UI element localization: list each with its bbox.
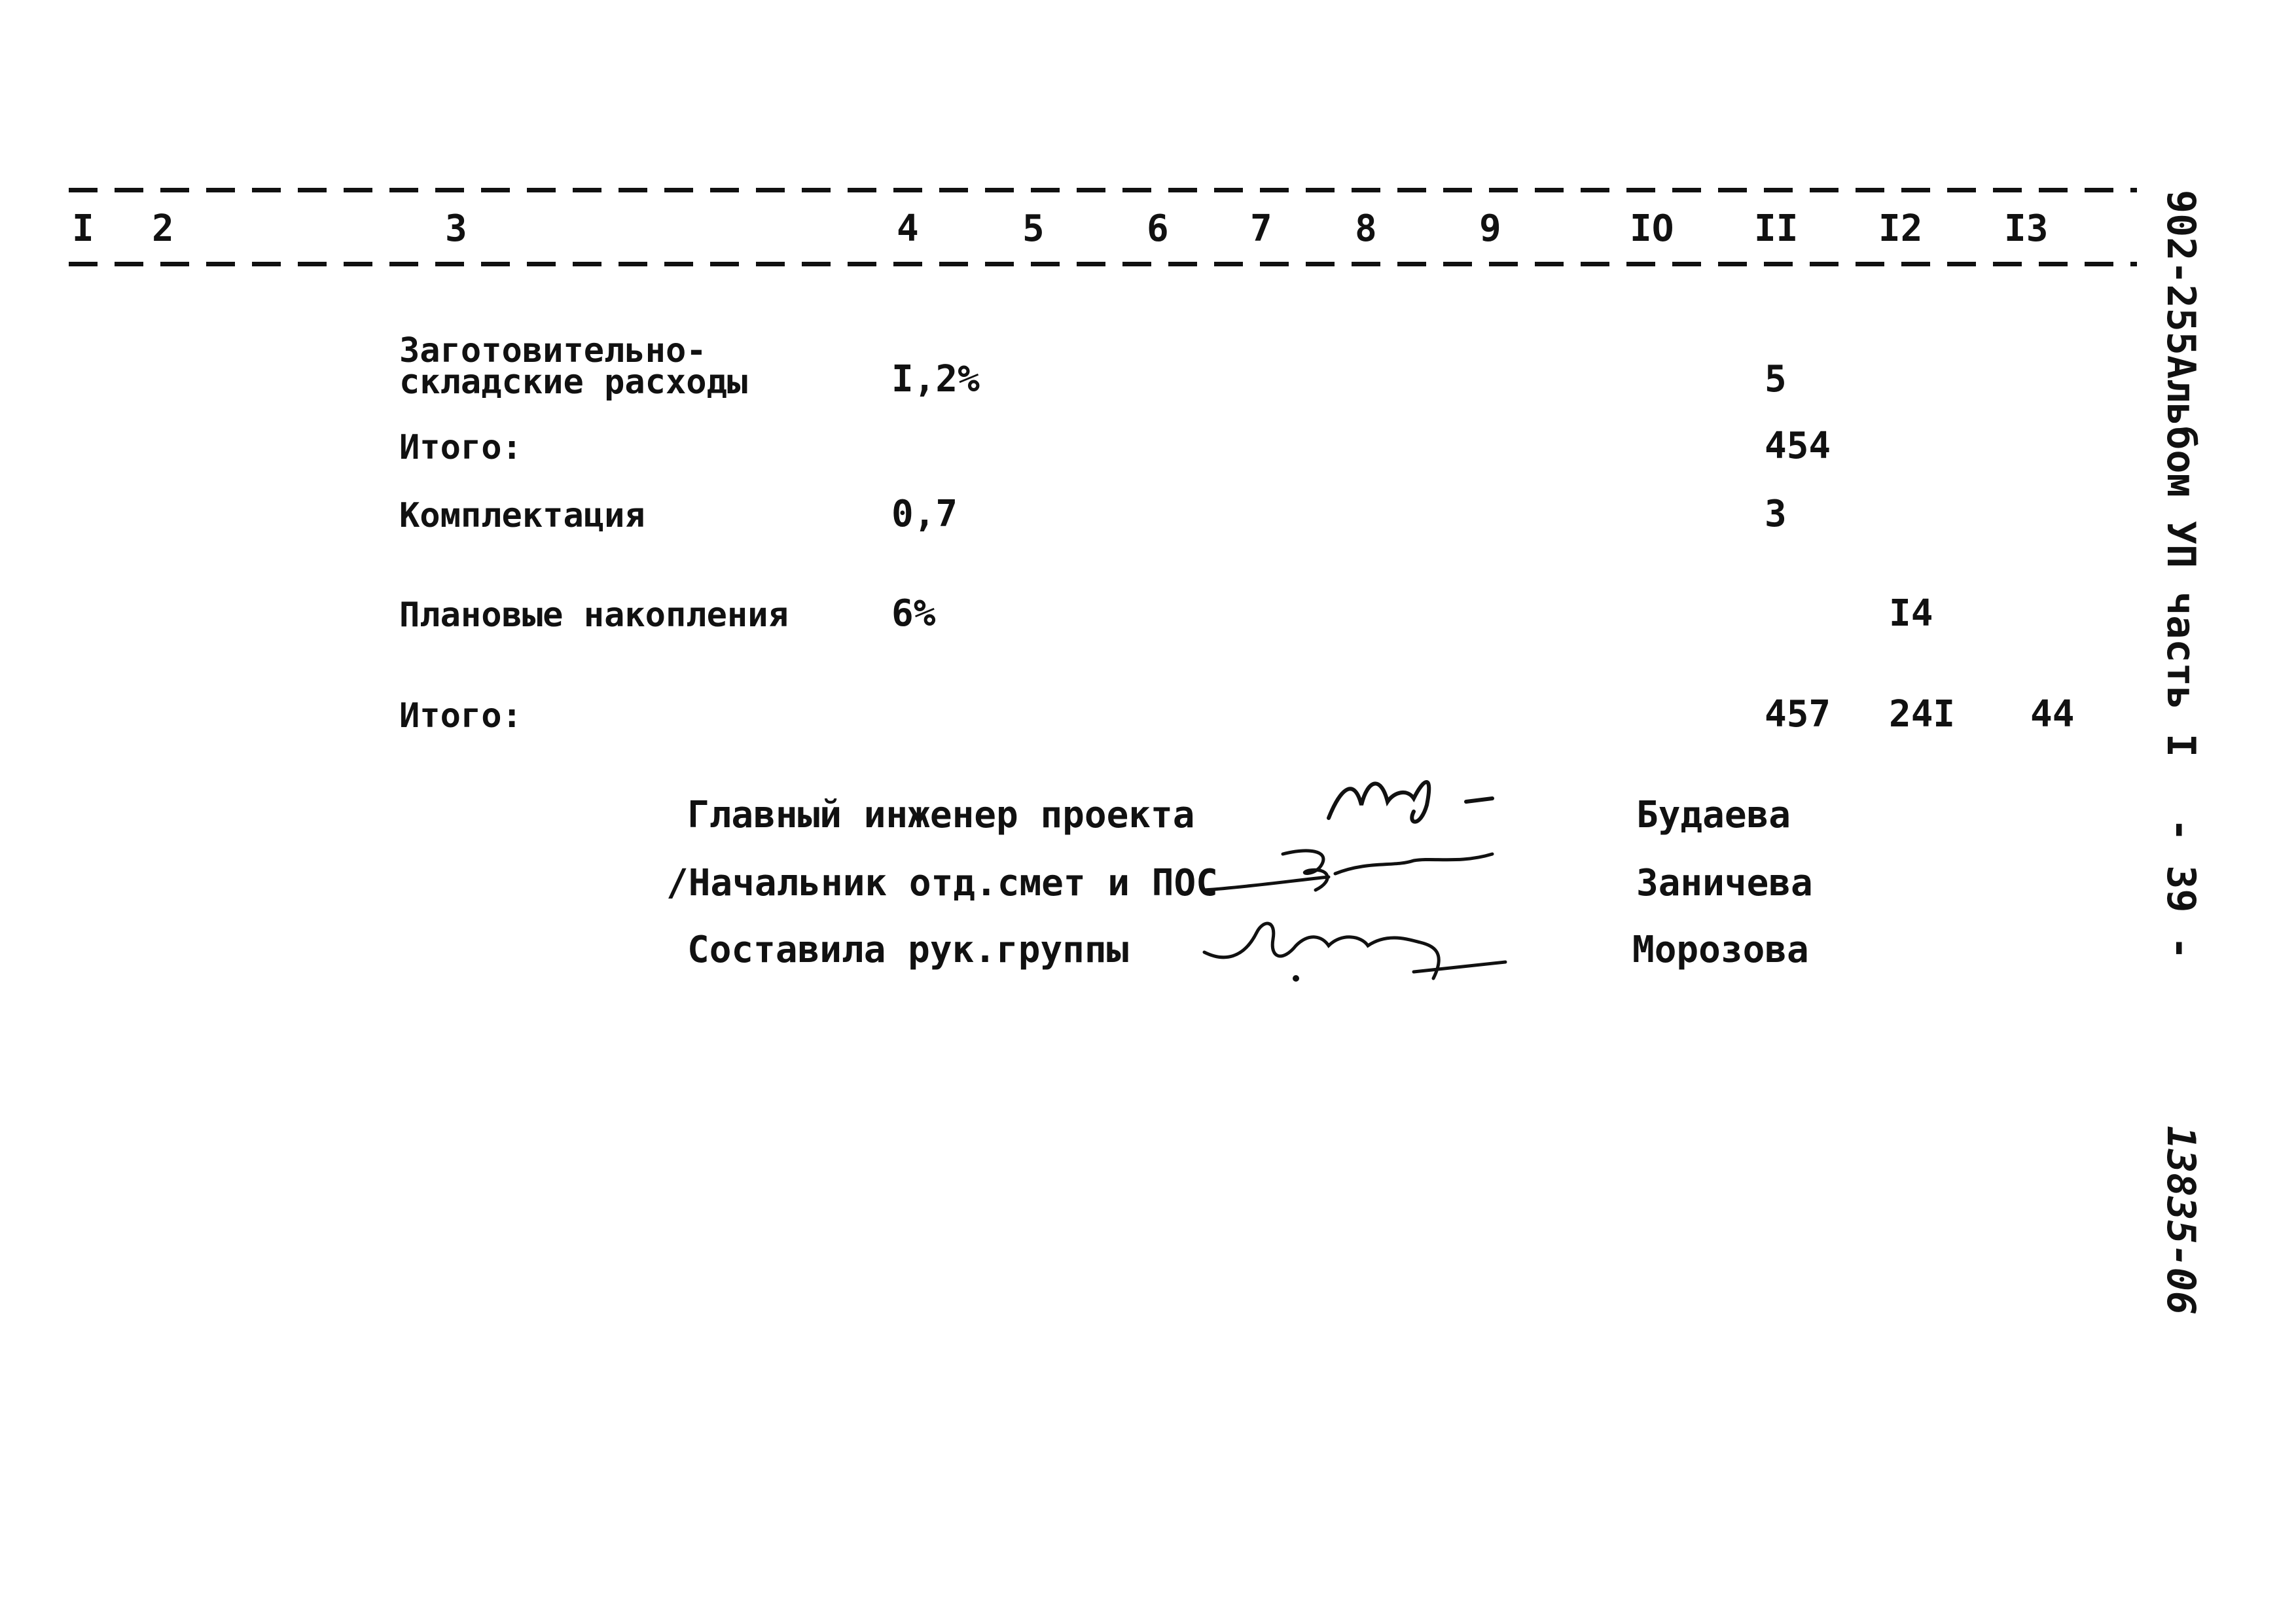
handwritten-signature-chief-engineer	[1316, 766, 1525, 838]
signer-role: Составила рук.группы	[687, 929, 1129, 971]
header-col-11: II	[1754, 207, 1799, 250]
row-col11: 457	[1765, 693, 1831, 736]
header-col-5: 5	[1022, 207, 1045, 250]
header-col-3: 3	[445, 207, 467, 250]
header-col-8: 8	[1355, 207, 1377, 250]
header-col-12: I2	[1878, 207, 1923, 250]
signer-name: Морозова	[1632, 929, 1809, 971]
header-col-1: I	[72, 207, 94, 250]
header-col-4: 4	[897, 207, 919, 250]
row-label: Плановые накопления	[399, 596, 789, 635]
header-col-13: I3	[2004, 207, 2049, 250]
signer-name: Заничева	[1636, 862, 1813, 904]
header-col-2: 2	[152, 207, 174, 250]
header-col-9: 9	[1479, 207, 1501, 250]
row-rate: I,2%	[891, 358, 980, 401]
row-label: Итого:	[399, 696, 522, 736]
row-label: Комплектация	[399, 496, 645, 535]
header-col-7: 7	[1250, 207, 1272, 250]
row-label: Итого:	[399, 428, 522, 467]
header-bottom-rule	[69, 262, 2137, 266]
header-col-6: 6	[1147, 207, 1169, 250]
row-col11: 454	[1765, 425, 1831, 467]
row-col11: 3	[1765, 493, 1787, 535]
album-reference: 902-255Альбом УП часть I	[2158, 190, 2204, 757]
signer-role: Главный инженер проекта	[687, 794, 1195, 836]
header-top-rule	[69, 188, 2137, 192]
row-col12: 24I	[1889, 693, 1956, 736]
signer-role: /Начальник отд.смет и ПОС	[666, 862, 1218, 904]
handwritten-signature-department-head	[1198, 841, 1525, 900]
row-col13: 44	[2030, 693, 2075, 736]
row-col12: I4	[1889, 592, 1933, 635]
row-rate: 0,7	[891, 493, 958, 535]
signer-name: Будаева	[1636, 794, 1791, 836]
row-col11: 5	[1765, 358, 1787, 401]
row-label: Заготовительно-	[399, 331, 707, 370]
handwritten-signature-group-lead	[1198, 906, 1512, 991]
header-col-10: IO	[1630, 207, 1674, 250]
row-rate: 6%	[891, 592, 936, 635]
page-number: - 39 -	[2158, 818, 2204, 960]
document-number: 13835-06	[2158, 1126, 2204, 1315]
row-label-cont: складские расходы	[399, 363, 748, 402]
